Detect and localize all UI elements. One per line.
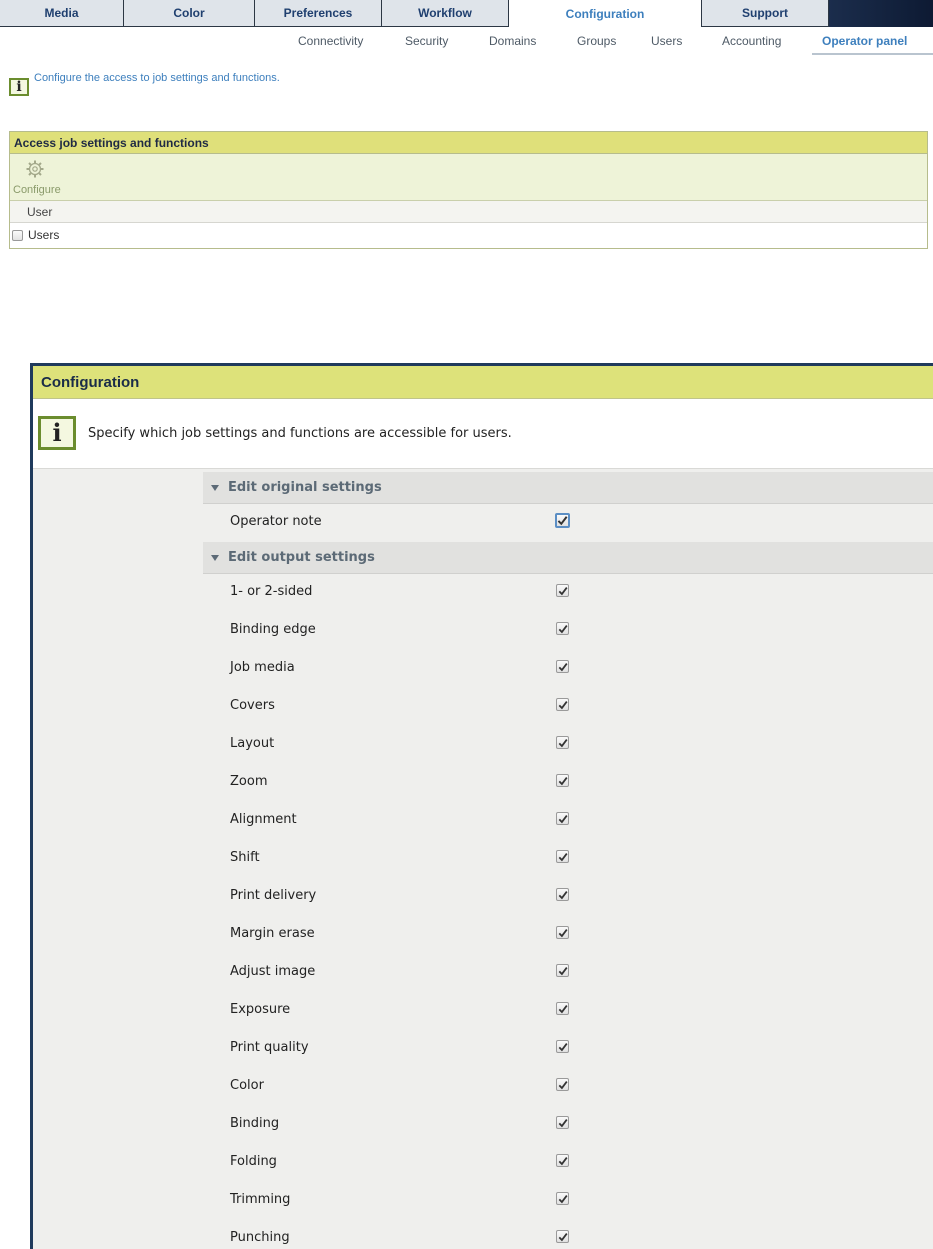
setting-row-binding	[203, 1106, 933, 1144]
users-row-checkbox[interactable]	[12, 230, 23, 241]
sub-navigation	[0, 27, 933, 55]
setting-label: Punching	[230, 1230, 290, 1245]
setting-row-exposure	[203, 992, 933, 1030]
group-header-label: Edit output settings	[228, 550, 375, 565]
setting-label: Exposure	[230, 1002, 291, 1017]
setting-checkbox[interactable]	[556, 964, 569, 977]
setting-checkbox[interactable]	[556, 736, 569, 749]
setting-checkbox[interactable]	[555, 513, 570, 528]
tab-color[interactable]: Color	[124, 0, 255, 27]
setting-row-print-delivery	[203, 878, 933, 916]
setting-checkbox[interactable]	[556, 774, 569, 787]
setting-label: Folding	[230, 1154, 277, 1169]
setting-checkbox[interactable]	[556, 622, 569, 635]
configuration-info-text: Specify which job settings and functions are accessible for users.	[88, 426, 512, 441]
group-header-edit-original-settings[interactable]	[203, 472, 933, 504]
setting-checkbox[interactable]	[556, 850, 569, 863]
setting-label: Binding edge	[230, 622, 316, 637]
setting-label: Layout	[230, 736, 275, 751]
access-panel-title: Access job settings and functions	[10, 132, 927, 154]
setting-row-print-quality	[203, 1030, 933, 1068]
caret-down-icon	[211, 555, 219, 561]
setting-row-shift	[203, 840, 933, 878]
group-header-label: Edit original settings	[228, 480, 382, 495]
setting-label: Print delivery	[230, 888, 317, 903]
setting-checkbox[interactable]	[556, 812, 569, 825]
caret-down-icon	[211, 485, 219, 491]
setting-label: Color	[230, 1078, 264, 1093]
setting-row-job-media	[203, 650, 933, 688]
setting-row-color	[203, 1068, 933, 1106]
setting-row-binding-edge	[203, 612, 933, 650]
setting-checkbox[interactable]	[556, 926, 569, 939]
tab-bar-end	[829, 0, 933, 27]
setting-checkbox[interactable]	[556, 1078, 569, 1091]
setting-row-covers	[203, 688, 933, 726]
subnav-domains[interactable]: Domains	[489, 34, 537, 48]
users-row-label: Users	[28, 228, 60, 242]
setting-checkbox[interactable]	[556, 1192, 569, 1205]
tab-preferences[interactable]: Preferences	[255, 0, 382, 27]
setting-checkbox[interactable]	[556, 660, 569, 673]
users-row[interactable]	[10, 223, 927, 247]
info-text: Configure the access to job settings and functions.	[34, 72, 280, 84]
setting-checkbox[interactable]	[556, 1040, 569, 1053]
subnav-accounting[interactable]: Accounting	[722, 34, 782, 48]
setting-checkbox[interactable]	[556, 698, 569, 711]
setting-row-layout	[203, 726, 933, 764]
setting-checkbox[interactable]	[556, 1230, 569, 1243]
info-icon: i	[38, 416, 76, 450]
setting-row-zoom	[203, 764, 933, 802]
setting-row-punching	[203, 1220, 933, 1249]
info-icon: i	[9, 78, 29, 96]
setting-checkbox[interactable]	[556, 888, 569, 901]
user-column-header: User	[10, 201, 927, 223]
main-tab-bar	[0, 0, 933, 27]
setting-label: Zoom	[230, 774, 268, 789]
setting-row-folding	[203, 1144, 933, 1182]
setting-label: Trimming	[230, 1192, 291, 1207]
setting-label: Job media	[230, 660, 295, 675]
setting-label: 1- or 2-sided	[230, 584, 313, 599]
setting-label: Adjust image	[230, 964, 316, 979]
access-toolbar	[10, 154, 927, 201]
configuration-info	[33, 399, 933, 469]
setting-row-margin-erase	[203, 916, 933, 954]
subnav-connectivity[interactable]: Connectivity	[298, 34, 364, 48]
setting-label: Margin erase	[230, 926, 315, 941]
setting-row-adjust-image	[203, 954, 933, 992]
configuration-title: Configuration	[33, 366, 933, 399]
setting-checkbox[interactable]	[556, 1154, 569, 1167]
setting-label: Print quality	[230, 1040, 309, 1055]
tab-workflow[interactable]: Workflow	[382, 0, 509, 27]
subnav-groups[interactable]: Groups	[577, 34, 617, 48]
settings-list	[203, 472, 933, 1249]
configure-button-label[interactable]: Configure	[13, 184, 61, 196]
setting-checkbox[interactable]	[556, 1116, 569, 1129]
setting-row-operator-note	[203, 504, 933, 542]
setting-checkbox[interactable]	[556, 1002, 569, 1015]
gear-icon[interactable]	[25, 159, 45, 179]
subnav-security[interactable]: Security	[405, 34, 449, 48]
setting-row-trimming	[203, 1182, 933, 1220]
setting-label: Shift	[230, 850, 260, 865]
configuration-panel	[30, 363, 933, 1249]
subnav-operator-panel[interactable]: Operator panel	[822, 34, 908, 48]
setting-label: Operator note	[230, 514, 322, 529]
setting-label: Binding	[230, 1116, 280, 1131]
setting-row-1-or-2-sided	[203, 574, 933, 612]
setting-label: Covers	[230, 698, 275, 713]
setting-checkbox[interactable]	[556, 584, 569, 597]
active-subnav-underline	[812, 53, 933, 55]
access-panel	[9, 131, 928, 249]
setting-label: Alignment	[230, 812, 297, 827]
tab-media[interactable]: Media	[0, 0, 124, 27]
subnav-users[interactable]: Users	[651, 34, 683, 48]
group-header-edit-output-settings[interactable]	[203, 542, 933, 574]
tab-support[interactable]: Support	[702, 0, 829, 27]
setting-row-alignment	[203, 802, 933, 840]
tab-configuration[interactable]: Configuration	[509, 0, 702, 27]
